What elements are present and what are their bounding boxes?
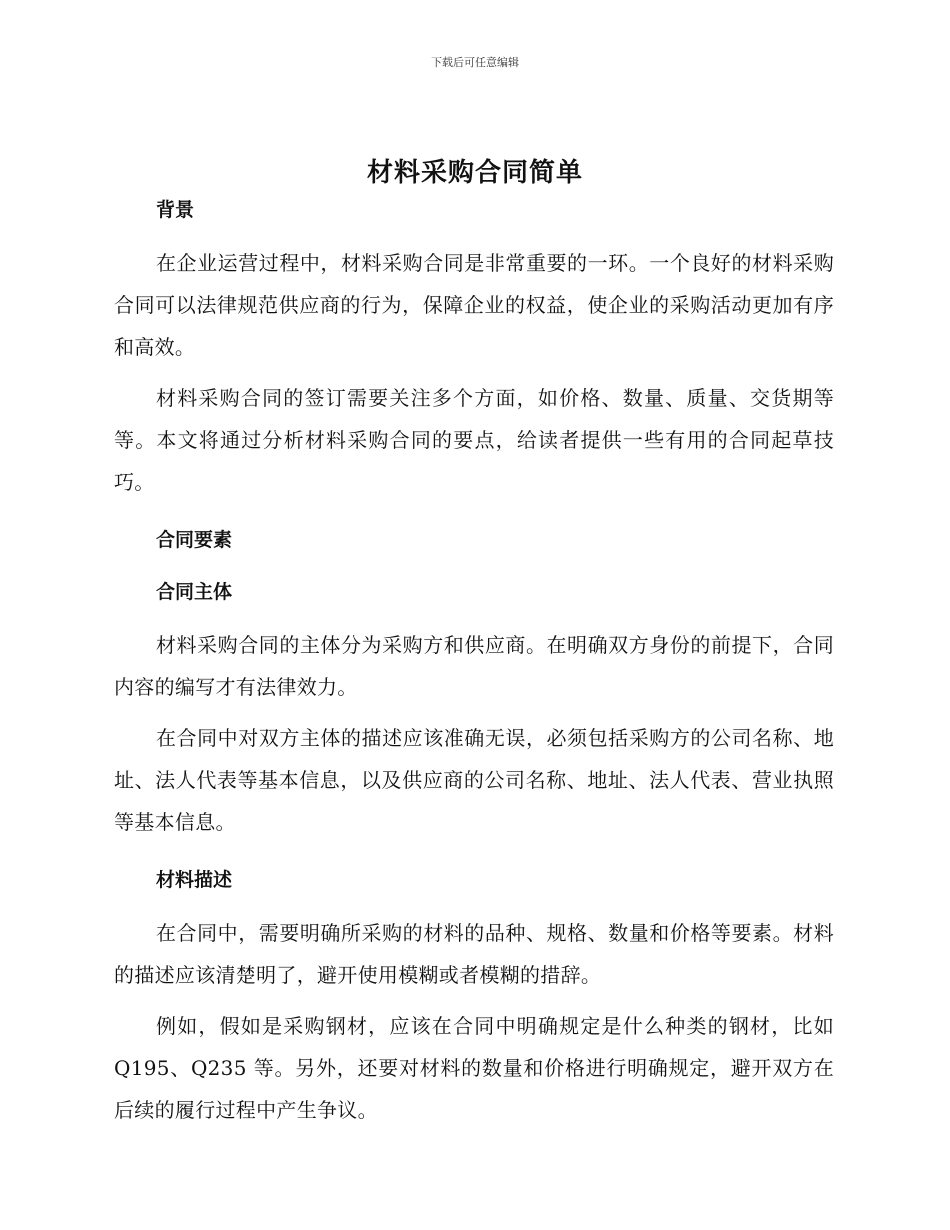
section-heading-background: 背景 [156, 199, 195, 221]
header-note: 下载后可任意编辑 [431, 56, 519, 69]
section-heading-materials: 材料描述 [156, 869, 233, 891]
paragraph-materials-2: 例如，假如是采购钢材，应该在合同中明确规定是什么种类的钢材，比如 Q195、Q235 等。另外，还要对材料的数量和价格进行明确规定，避开双方在后续的履行过程中产生争议。 [114, 1014, 834, 1122]
paragraph-parties-2: 在合同中对双方主体的描述应该准确无误，必须包括采购方的公司名称、地址、法人代表等基本信息，以及供应商的公司名称、地址、法人代表、营业执照等基本信息。 [114, 726, 834, 834]
document-body [114, 195, 834, 1131]
paragraph-background-2: 材料采购合同的签订需要关注多个方面，如价格、数量、质量、交货期等等。本文将通过分析材料采购合同的要点，给读者提供一些有用的合同起草技巧。 [114, 386, 834, 494]
paragraph-background-1: 在企业运营过程中，材料采购合同是非常重要的一环。一个良好的材料采购合同可以法律规范供应商的行为，保障企业的权益，使企业的采购活动更加有序和高效。 [114, 251, 834, 359]
section-heading-elements: 合同要素 [156, 529, 233, 551]
section-heading-parties: 合同主体 [156, 581, 233, 603]
paragraph-parties-1: 材料采购合同的主体分为采购方和供应商。在明确双方身份的前提下，合同内容的编写才有法律效力。 [114, 633, 834, 699]
paragraph-materials-1: 在合同中，需要明确所采购的材料的品种、规格、数量和价格等要素。材料的描述应该清楚明了，避开使用模糊或者模糊的措辞。 [114, 921, 834, 987]
document-title: 材料采购合同简单 [366, 158, 583, 188]
